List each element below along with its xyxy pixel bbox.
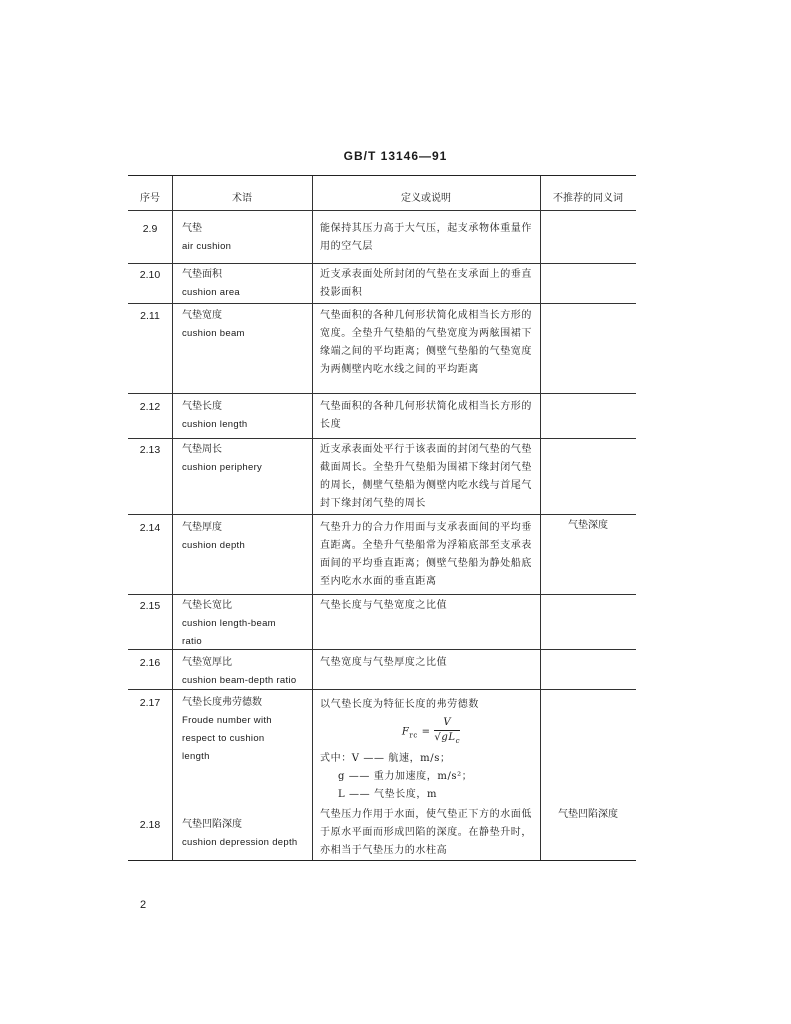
row-number: 2.15 [139,600,161,612]
row-divider [128,514,636,515]
row-divider [128,303,636,304]
column-header-number: 序号 [140,193,160,204]
column-header-term: 术语 [232,193,252,204]
row-number: 2.9 [142,223,158,235]
definition: 近支承表面处所封闭的气垫在支承面上的垂直投影面积 [320,269,532,298]
definition: 气垫面积的各种几何形状简化成相当长方形的宽度。全垫升气垫船的气垫宽度为两舷围裙下缘端之间的平均距离；侧壁气垫船的气垫宽度为两侧壁内吃水线之间的平均距离 [320,310,532,375]
row-number: 2.10 [139,269,161,281]
term-en: cushion length-beam ratio [182,618,276,647]
definition: 能保持其压力高于大气压，起支承物体重量作用的空气层 [320,223,532,252]
definition-text: 以气垫长度为特征长度的弗劳德数 [320,699,479,710]
variable-line: L —— 气垫长度，m [338,789,438,800]
column-divider [312,176,313,860]
froude-formula [320,716,542,748]
term-en-line: Froude number with [182,715,272,726]
definition: 气垫压力作用于水面，使气垫正下方的水面低于原水平面而形成凹陷的深度。在静垫升时，亦相当于气垫压力的水柱高 [320,809,532,856]
row-number: 2.13 [139,444,161,456]
term-en: cushion depth [182,540,246,551]
term [182,266,312,302]
term-en-line: length [182,751,210,762]
formula-denominator-subscript: c [455,737,461,745]
synonym: 气垫凹陷深度 [558,809,618,820]
term [182,816,312,852]
term-zh: 气垫长宽比 [182,600,232,611]
term-en: cushion length [182,419,248,430]
row-divider [128,438,636,439]
definition: 气垫宽度与气垫厚度之比值 [320,657,448,668]
term-en: air cushion [182,241,232,252]
term [182,694,312,766]
term-zh: 气垫凹陷深度 [182,819,242,830]
column-header-synonym: 不推荐的同义词 [553,193,623,204]
column-header-definition: 定义或说明 [401,193,451,204]
term [182,220,312,256]
page-number: 2 [140,899,147,911]
definition: 气垫长度与气垫宽度之比值 [320,600,448,611]
row-number: 2.16 [139,657,161,669]
row-number: 2.14 [139,522,161,534]
term-en: cushion area [182,287,240,298]
term [182,398,312,434]
row-number: 2.17 [139,697,161,709]
term-en: cushion beam [182,328,245,339]
variable-line: 式中：V —— 航速，m/s； [320,753,451,764]
formula-denominator-main: √gL [434,732,456,743]
row-divider [128,594,636,595]
terms-table [128,175,636,861]
definition: 近支承表面处平行于该表面的封闭气垫的气垫截面周长。全垫升气垫船为围裙下缘封闭气垫的周长，侧壁气垫船为侧壁内吃水线与首尾气封下缘封闭气垫的周长 [320,444,532,509]
row-number: 2.11 [140,310,160,322]
term [182,307,312,343]
synonym: 气垫深度 [568,520,608,531]
term-zh: 气垫长度弗劳德数 [182,697,262,708]
formula-lhs: F [401,726,410,738]
column-divider [172,176,173,860]
equals-sign: = [421,726,431,738]
definition: 气垫面积的各种几何形状简化成相当长方形的长度 [320,401,532,430]
term-en: cushion depression depth [182,837,298,848]
term-zh: 气垫宽度 [182,310,222,321]
term-zh: 气垫厚度 [182,522,222,533]
formula-denominator [434,731,460,748]
term-zh: 气垫宽厚比 [182,657,232,668]
formula-numerator: V [434,716,460,731]
row-divider [128,393,636,394]
formula-fraction [434,716,460,748]
standard-code: GB/T 13146—91 [343,149,448,163]
term-en: cushion periphery [182,462,263,473]
term-zh: 气垫面积 [182,269,222,280]
row-divider [128,263,636,264]
row-number: 2.18 [139,819,161,831]
row-divider [128,210,636,211]
term-zh: 气垫长度 [182,401,222,412]
term-en: cushion beam-depth ratio [182,675,297,686]
term [182,441,312,477]
term-en-line: respect to cushion [182,733,265,744]
variable-line: g —— 重力加速度，m/s²； [338,771,473,782]
term [182,654,312,690]
term-zh: 气垫周长 [182,444,222,455]
definition [320,696,542,804]
row-number: 2.12 [139,401,161,413]
term-zh: 气垫 [182,223,202,234]
formula-lhs-subscript: rc [409,731,418,740]
term [182,519,312,555]
definition: 气垫升力的合力作用面与支承表面间的平均垂直距离。全垫升气垫船常为浮箱底部至支承表面间的平均垂直距离；侧壁气垫船为静处船底至内吃水水面的垂直距离 [320,522,532,587]
term [182,597,312,651]
